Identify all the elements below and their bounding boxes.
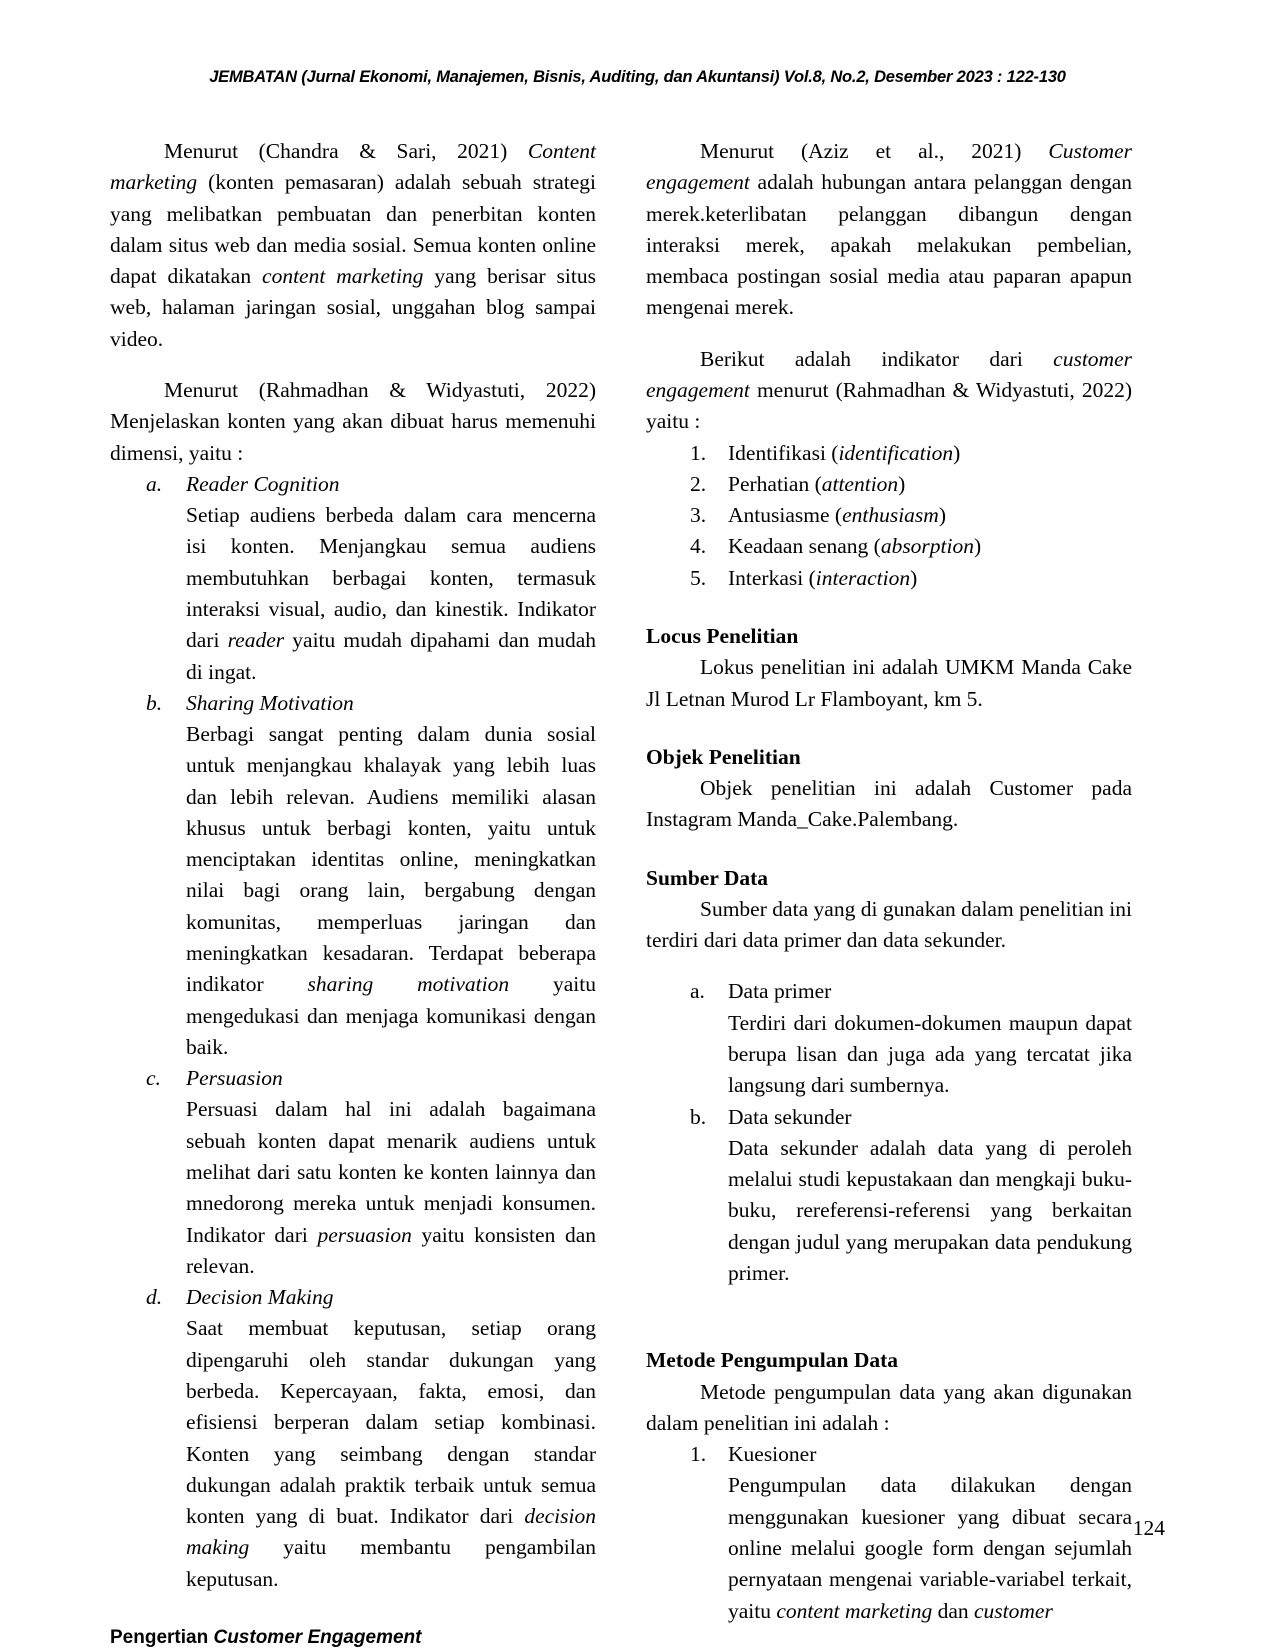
italic-customer-engagement-2: customer engagement [646, 346, 1132, 402]
body-text-2: yaitu membantu pengambilan keputusan. [186, 1535, 596, 1591]
indicator-close: ) [910, 565, 918, 590]
italic-content-marketing: content marketing [776, 1598, 933, 1623]
dimension-list [110, 469, 596, 1595]
text-lead: Berikut adalah indikator dari [700, 346, 1054, 371]
list-item-body [186, 500, 596, 688]
heading-pengertian-customer-engagement [110, 1625, 596, 1652]
paragraph-objek-penelitian: Objek penelitian ini adalah Customer pada Instagram Manda_Cake.Palembang. [646, 776, 1132, 832]
paragraph-rahmadhan-widyastuti: Menurut (Rahmadhan & Widyastuti, 2022) Menjelaskan konten yang akan dibuat harus memenuhi dimensi, yaitu : [110, 377, 596, 465]
indicator-italic: identification [838, 440, 954, 465]
list-item-title: Data sekunder [728, 1104, 852, 1129]
heading-metode-pengumpulan-data: Metode Pengumpulan Data [646, 1348, 899, 1373]
page-number: 124 [1132, 1516, 1165, 1540]
indicator-label: Antusiasme ( [728, 503, 843, 528]
list-item [646, 563, 1132, 594]
body-text-2: yaitu konsisten dan relevan. [186, 1222, 596, 1278]
text-mid: (konten pemasaran) adalah sebuah strategi yang melibatkan pembuatan dan penerbitan konten dalam situs web dan media sosial. Semua konten online dapat dikatakan [110, 170, 596, 289]
body-text-1: Saat membuat keputusan, setiap orang dipengaruhi oleh standar dukungan yang berbeda. Kepercayaan, fakta, emosi, dan efisiensi berperan dalam setiap kombinasi. Konten yang seimbang dengan standar dukungan adalah praktik terbaik untuk semua konten yang di buat. Indikator dari [186, 1316, 596, 1529]
list-item-title: Decision Making [186, 1285, 334, 1310]
list-marker: 1. [690, 1442, 707, 1467]
list-marker: 4. [690, 534, 707, 559]
indicator-close: ) [953, 440, 961, 465]
indicator-italic: enthusiasm [842, 503, 939, 528]
list-item-title: Data primer [728, 979, 832, 1004]
list-item-body [186, 1313, 596, 1595]
italic-decision-making: decision making [186, 1504, 596, 1560]
indicator-close: ) [898, 471, 906, 496]
sumber-data-list [646, 976, 1132, 1289]
list-item-body [186, 1094, 596, 1282]
list-item [646, 500, 1132, 531]
italic-customer: customer [974, 1598, 1053, 1623]
body-text-1: Persuasi dalam hal ini adalah bagaimana sebuah konten dapat menarik audiens untuk melihat dari satu konten ke konten lainnya dan mnedorong mereka untuk menjadi konsumen. Indikator dari [186, 1097, 596, 1247]
paragraph-chandra-sari [110, 136, 596, 355]
italic-content-marketing-2: content marketing [262, 264, 424, 289]
indicator-italic: attention [821, 471, 899, 496]
list-marker: 3. [690, 503, 707, 528]
list-marker: a. [146, 471, 163, 496]
list-marker: b. [146, 690, 163, 715]
body-text-1: Berbagi sangat penting dalam dunia sosial untuk menjangkau khalayak yang lebih luas dan lebih relevan. Audiens memiliki alasan khusus untuk berbagi konten, yaitu untuk menciptakan identitas online, meningkatkan nilai bagi orang lain, bergabung dengan komunitas, memperluas jaringan dan meningkatkan kesadaran. Terdapat beberapa indikator [186, 722, 596, 997]
list-marker: 2. [690, 471, 707, 496]
list-item-body [186, 719, 596, 1063]
heading-italic-part: Customer Engagement [213, 1626, 422, 1648]
list-marker: c. [146, 1066, 161, 1091]
engagement-indicator-list [646, 438, 1132, 594]
list-marker: a. [690, 979, 705, 1004]
text-lead: Menurut (Aziz et al., 2021) [700, 139, 1049, 163]
list-item [646, 438, 1132, 469]
body-text-2: dan [932, 1598, 975, 1623]
list-item-body [728, 1470, 1132, 1626]
list-item-title: Persuasion [186, 1066, 283, 1091]
list-item [646, 531, 1132, 562]
body-text-2: yaitu mengedukasi dan menjaga komunikasi dengan baik. [186, 972, 596, 1059]
body-text-1: Setiap audiens berbeda dalam cara mencerna isi konten. Menjangkau semua audiens membutuhkan berbagai konten, termasuk interaksi visual, audio, dan kinestik. Indikator dari [186, 503, 596, 653]
indicator-label: Identifikasi ( [728, 440, 839, 465]
list-marker: b. [690, 1104, 707, 1129]
indicator-close: ) [974, 534, 982, 559]
list-item [646, 976, 1132, 1101]
italic-sharing-motivation: sharing motivation [307, 972, 510, 997]
heading-plain-part: Pengertian [110, 1626, 214, 1648]
indicator-label: Interkasi ( [728, 565, 816, 590]
list-item [110, 1282, 596, 1595]
list-marker: 1. [690, 440, 707, 465]
list-item-title: Sharing Motivation [186, 690, 354, 715]
italic-content-marketing-1: Content marketing [110, 139, 596, 195]
paragraph-metode-pengumpulan-data: Metode pengumpulan data yang akan digunakan dalam penelitian ini adalah : [646, 1379, 1132, 1435]
list-item [110, 1063, 596, 1282]
paragraph-berikut-indikator [646, 344, 1132, 438]
list-item-title: Kuesioner [728, 1442, 817, 1467]
indicator-label: Perhatian ( [728, 471, 822, 496]
italic-persuasion: persuasion [317, 1222, 412, 1247]
list-item-body: Terdiri dari dokumen-dokumen maupun dapat berupa lisan dan juga ada yang tercatat jika langsung dari sumbernya. [728, 1010, 1132, 1098]
heading-objek-penelitian: Objek Penelitian [646, 744, 801, 769]
text-lead: Menurut (Chandra & Sari, 2021) [164, 139, 528, 163]
text-tail: menurut (Rahmadhan & Widyastuti, 2022) yaitu : [646, 377, 1132, 434]
heading-sumber-data: Sumber Data [646, 865, 769, 890]
paragraph-aziz [646, 136, 1132, 324]
indicator-label: Keadaan senang ( [728, 534, 881, 559]
indicator-italic: absorption [880, 534, 974, 559]
text-tail: adalah hubungan antara pelanggan dengan merek.keterlibatan pelanggan dibangun dengan interaksi merek, apakah melakukan pembelian, membaca postingan sosial media atau paparan apapun mengenai merek. [646, 170, 1132, 320]
running-head: JEMBATAN (Jurnal Ekonomi, Manajemen, Bisnis, Auditing, dan Akuntansi) Vol.8, No.2, Desember 2023 : 122-130 [209, 68, 1066, 86]
indicator-close: ) [938, 503, 946, 528]
list-marker: d. [146, 1285, 163, 1310]
heading-locus-penelitian: Locus Penelitian [646, 623, 799, 648]
right-column [646, 136, 1132, 1652]
italic-reader: reader [227, 628, 285, 653]
left-column [110, 136, 596, 1652]
paragraph-locus-penelitian: Lokus penelitian ini adalah UMKM Manda Cake Jl Letnan Murod Lr Flamboyant, km 5. [646, 655, 1132, 711]
list-item-body: Data sekunder adalah data yang di peroleh melalui studi kepustakaan dan mengkaji buku-buku, rereferensi-referensi yang berkaitan dengan judul yang merupakan data pendukung primer. [728, 1135, 1132, 1285]
indicator-italic: interaction [815, 565, 911, 590]
list-marker: 5. [690, 565, 707, 590]
body-text-2: yaitu mudah dipahami dan mudah di ingat. [186, 628, 596, 684]
list-item [110, 469, 596, 688]
list-item [646, 469, 1132, 500]
list-item-title: Reader Cognition [186, 471, 340, 496]
italic-customer-engagement: Customer engagement [646, 139, 1132, 195]
body-text-1: Pengumpulan data dilakukan dengan menggunakan kuesioner yang dibuat secara online melalui google form dengan sejumlah pernyataan mengenai variable-variabel terkait, yaitu [728, 1473, 1132, 1623]
paragraph-sumber-data: Sumber data yang di gunakan dalam penelitian ini terdiri dari data primer dan data sekunder. [646, 896, 1132, 953]
list-item [110, 688, 596, 1063]
text-tail: yang berisar situs web, halaman jaringan sosial, unggahan blog sampai video. [110, 264, 596, 351]
list-item [646, 1102, 1132, 1290]
two-column-body [110, 136, 1165, 1652]
